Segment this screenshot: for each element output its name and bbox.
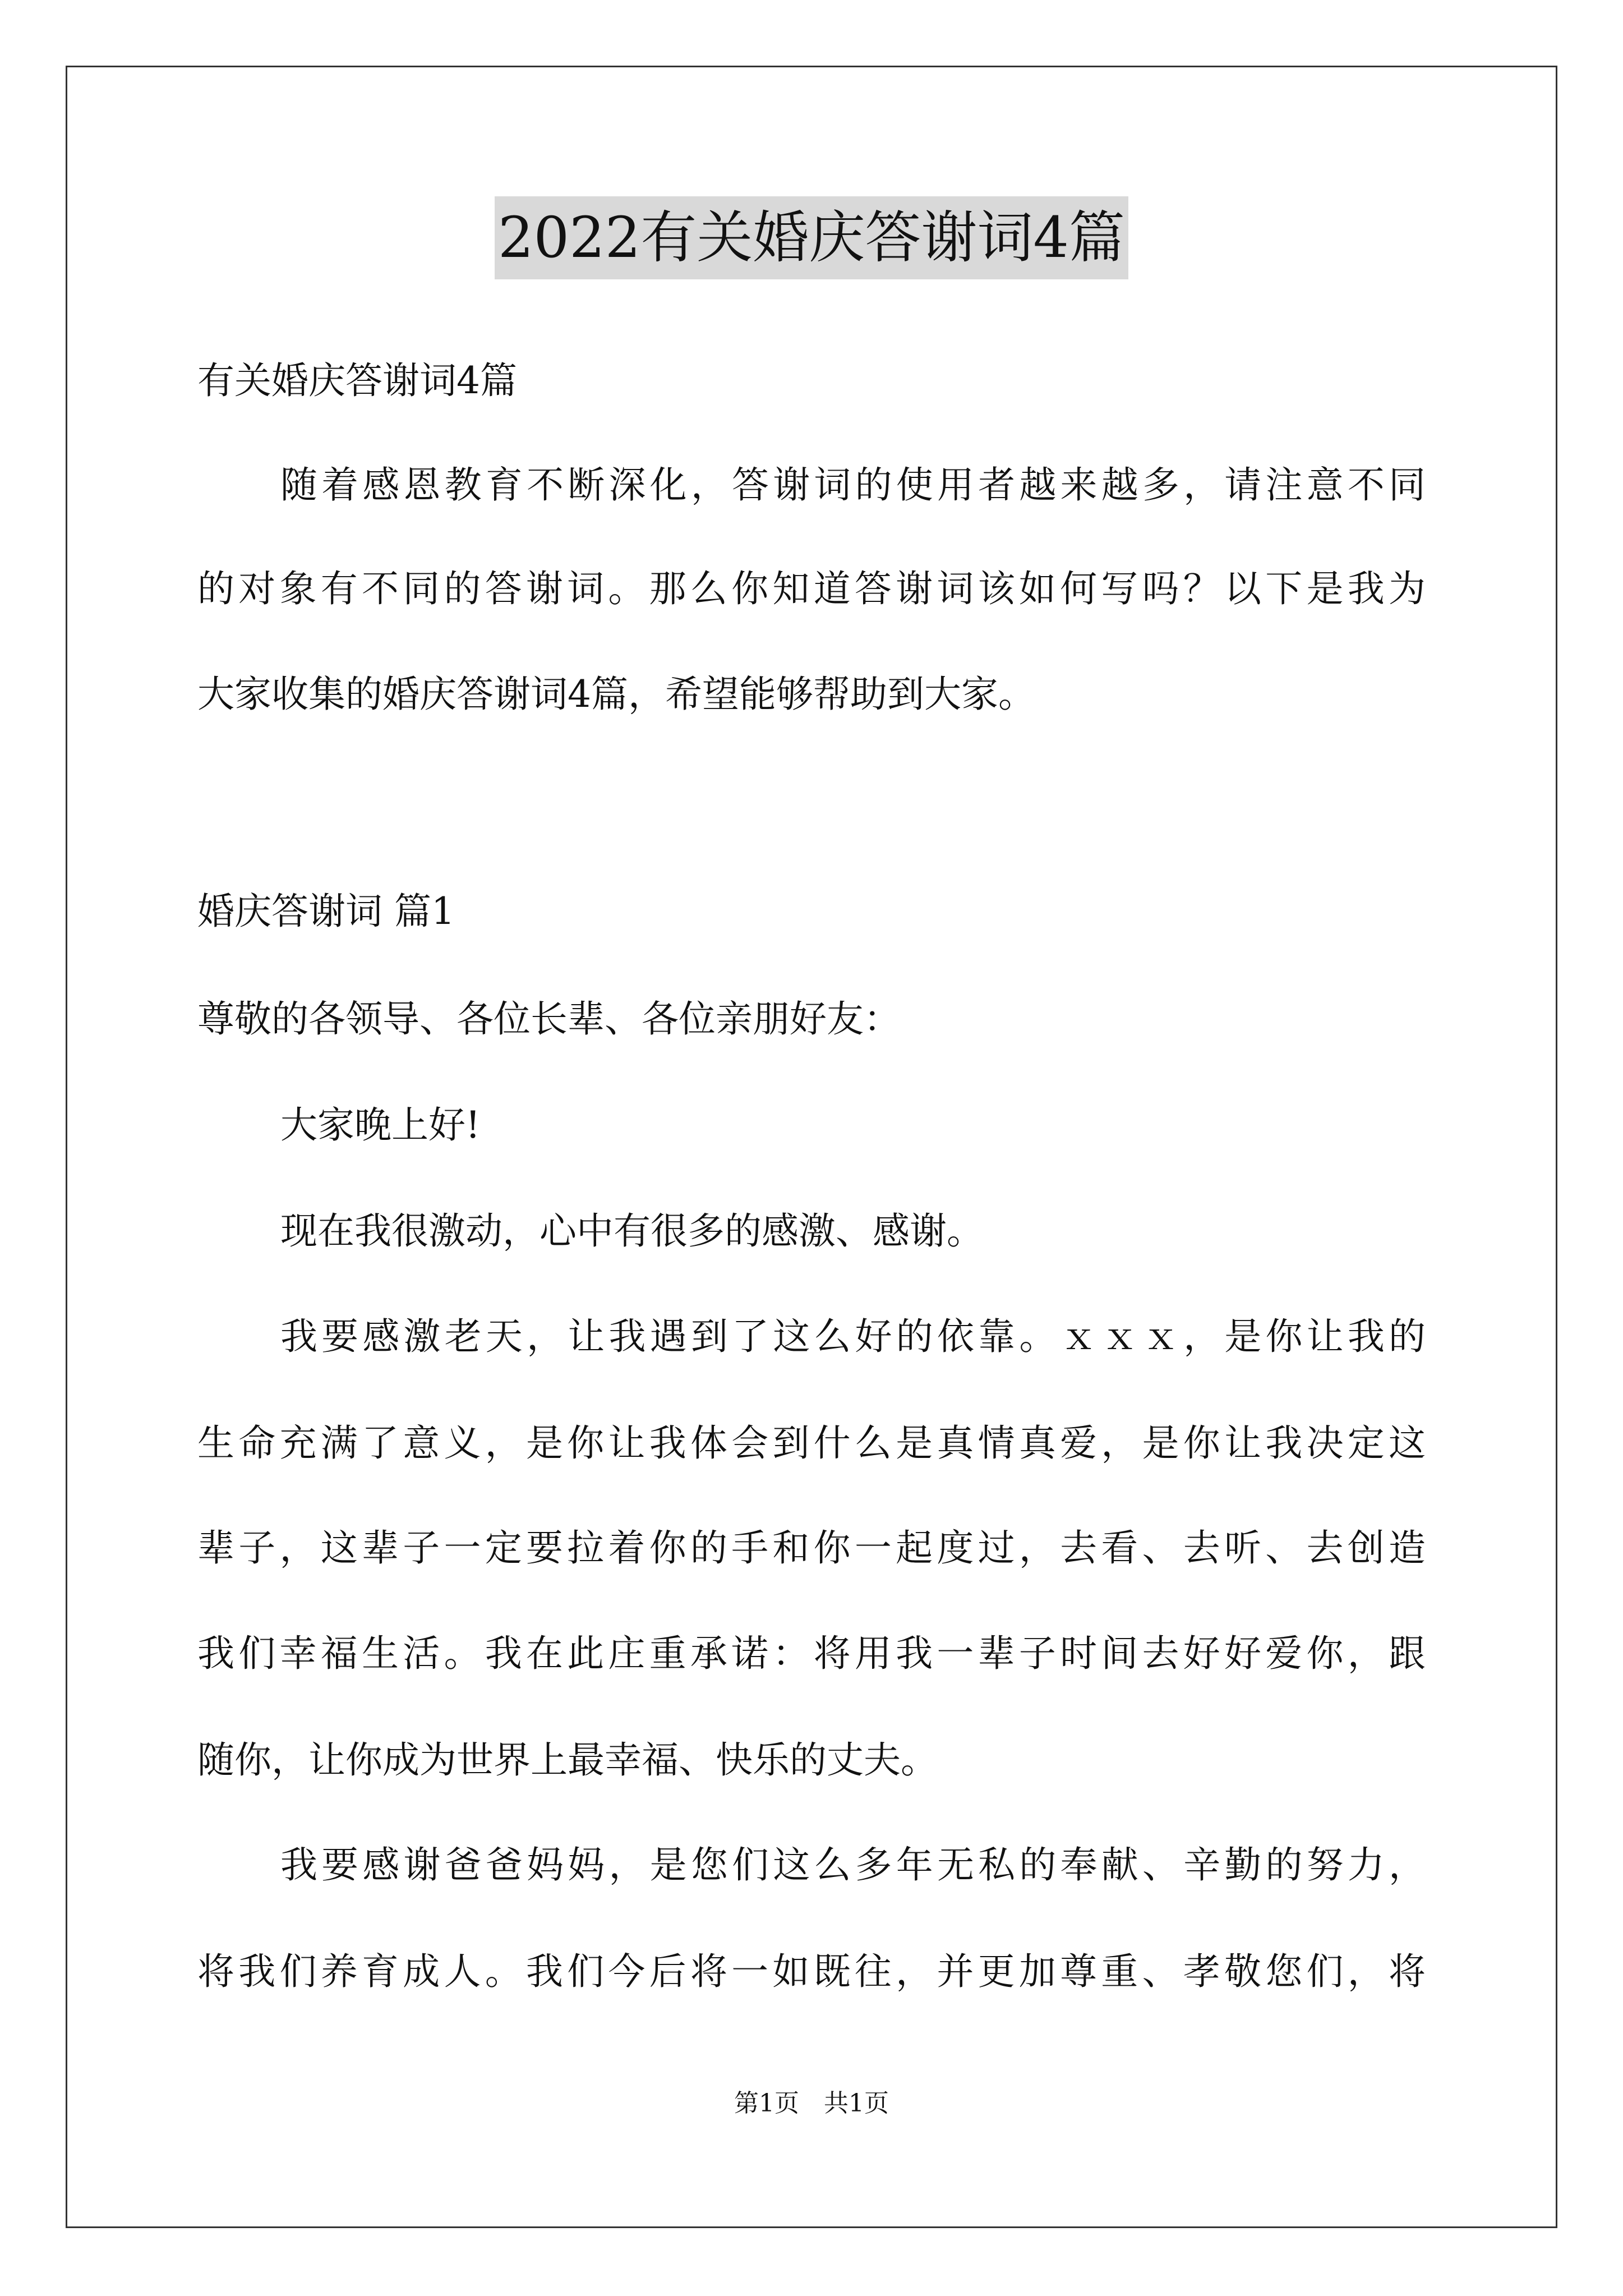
- paragraph-3-line-2: 将我们养育成人。我们今后将一如既往，并更加尊重、孝敬您们，将: [197, 1950, 1426, 1993]
- title-container: [0, 196, 1623, 280]
- paragraph-2-line-1: 我要感激老天，让我遇到了这么好的依靠。ｘｘｘ，是你让我的: [280, 1315, 1426, 1358]
- intro-line-1: 随着感恩教育不断深化，答谢词的使用者越来越多，请注意不同: [280, 463, 1426, 507]
- salutation: 尊敬的各领导、各位长辈、各位亲朋好友：: [197, 997, 901, 1041]
- page-footer: 第1页 共1页: [734, 2089, 889, 2118]
- paragraph-2-line-2: 生命充满了意义，是你让我体会到什么是真情真爱，是你让我决定这: [197, 1421, 1426, 1465]
- paragraph-3-line-1: 我要感谢爸爸妈妈，是您们这么多年无私的奉献、辛勤的努力，: [280, 1843, 1426, 1887]
- subtitle: 有关婚庆答谢词4篇: [197, 359, 517, 402]
- greeting: 大家晚上好!: [280, 1103, 481, 1147]
- paragraph-2-line-4: 我们幸福生活。我在此庄重承诺：将用我一辈子时间去好好爱你，跟: [197, 1632, 1426, 1675]
- intro-line-2: 的对象有不同的答谢词。那么你知道答谢词该如何写吗？以下是我为: [197, 567, 1426, 610]
- paragraph-2-line-5: 随你，让你成为世界上最幸福、快乐的丈夫。: [197, 1738, 938, 1782]
- paragraph-1: 现在我很激动，心中有很多的感激、感谢。: [280, 1209, 984, 1253]
- intro-line-3: 大家收集的婚庆答谢词4篇，希望能够帮助到大家。: [197, 673, 1035, 716]
- document-title: 2022有关婚庆答谢词4篇: [495, 196, 1128, 279]
- section-heading: 婚庆答谢词 篇1: [197, 890, 455, 933]
- paragraph-2-line-3: 辈子，这辈子一定要拉着你的手和你一起度过，去看、去听、去创造: [197, 1526, 1426, 1570]
